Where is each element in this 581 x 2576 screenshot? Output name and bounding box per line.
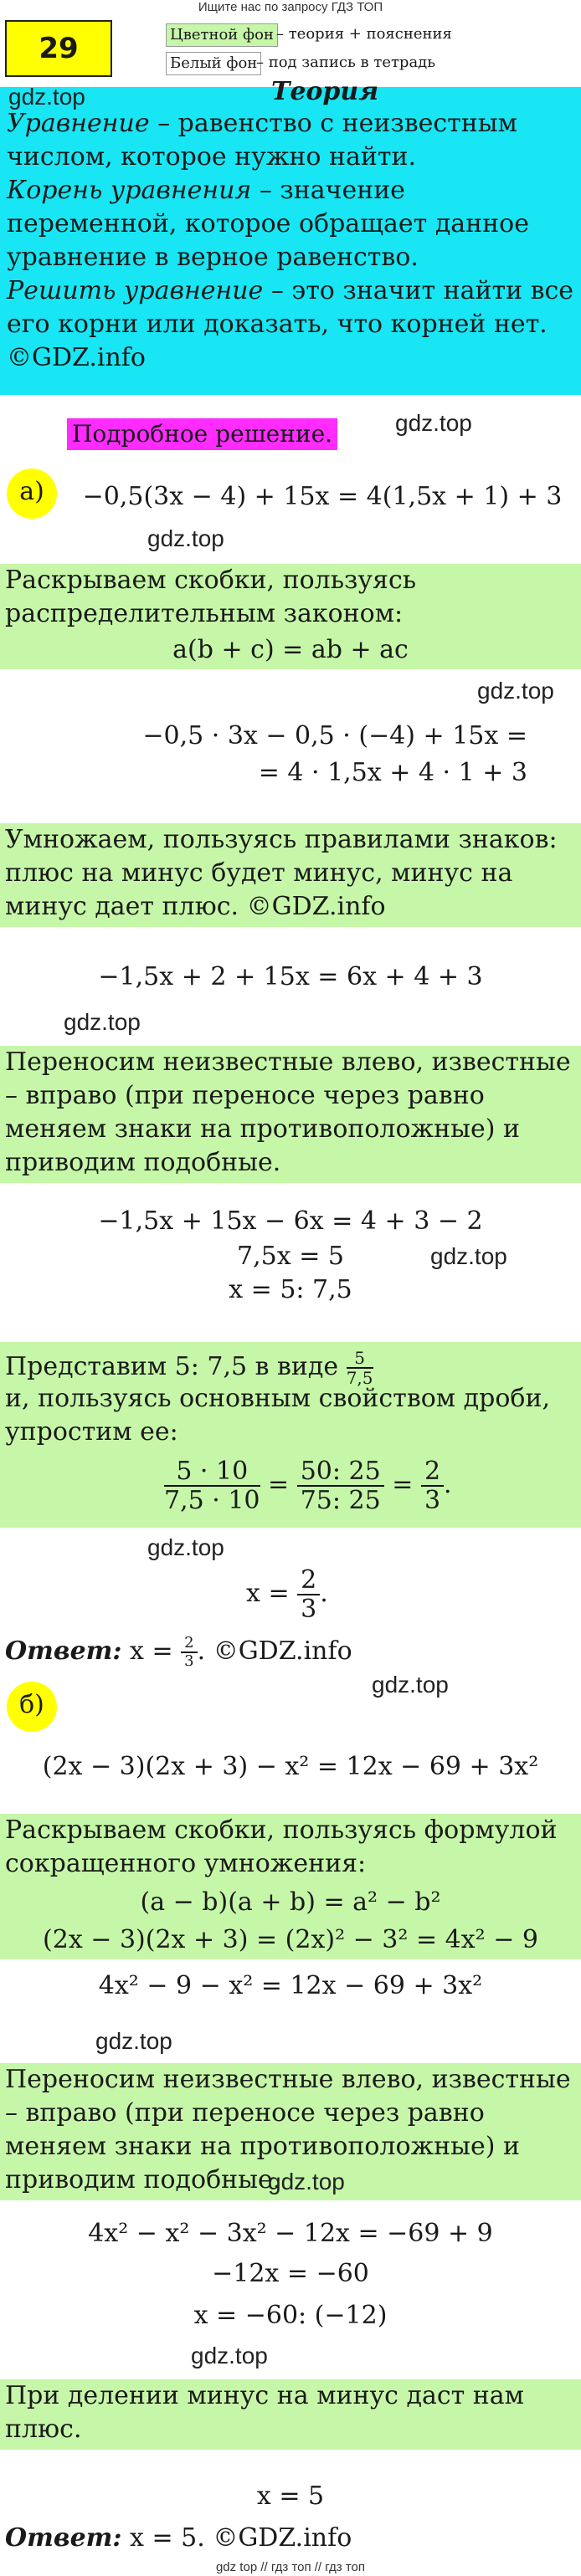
part-a-explanation-2: Умножаем, пользуясь правилами знаков: плюс на минус будет минус, минус на минус дает плюс. ©GDZ.info [0,823,581,927]
legend-white-box: Белый фон [166,52,261,75]
part-b-badge: б) [7,1682,57,1732]
fraction-step-1: $\frac{5 \cdot 10}{7,5 \cdot 10}$ [164,1457,260,1515]
watermark: gdz.top [477,678,554,704]
part-a-equation-3: −1,5x + 2 + 15x = 6x + 4 + 3 [98,962,483,991]
part-b-explanation-2: Переносим неизвестные влево, известные – вправо (при переносе через равно меняем знаки на противоположные) и приводим подобные. [0,2063,581,2200]
part-b-formula-applied: (2x − 3)(2x + 3) = (2x)² − 3² = 4x² − 9 [0,1921,581,1959]
theory-text-2: – значение переменной, которое обращает данное уравнение в верное равенство. [7,176,529,272]
fraction-step-2: $\frac{50: 25}{75: 25}$ [297,1457,384,1514]
watermark: gdz.top [430,1243,507,1269]
watermark: gdz.top [8,84,85,110]
part-b-equation-5: x = −60: (−12) [193,2301,388,2330]
part-b-result: x = 5 [256,2481,325,2511]
footer: gdz top // гдз топ // гдз топ [215,2560,366,2574]
part-a-explanation-3: Переносим неизвестные влево, известные – вправо (при переносе через равно меняем знаки на противоположные) и приводим подобные. [0,1046,581,1183]
part-a-fraction-text-a: Представим 5: 7,5 в виде [5,1352,339,1381]
theory-block [0,87,581,395]
theory-title: Теория [271,77,379,106]
part-a-explanation-1: Раскрываем скобки, пользуясь распределительным законом: [0,564,581,631]
watermark: gdz.top [147,525,224,551]
part-a-fraction-chain: $\frac{5 \cdot 10}{7,5 \cdot 10}$ = $\frac{50: 25}{75: 25}$ = $\frac{2}{3}$ . [164,1457,452,1515]
part-a-expanded-line-2: = 4 · 1,5x + 4 · 1 + 3 [258,758,527,787]
fraction-5-over-7-5: $\frac{5}{7,5}$ [346,1348,373,1388]
part-a-expanded-line-1: −0,5 · 3x − 0,5 · (−4) + 15x = [142,721,527,750]
result-fraction: $\frac{2}{3}$ [297,1566,320,1623]
answer-label: Ответ: [5,1636,122,1666]
watermark: gdz.top [268,2169,345,2194]
watermark: gdz.top [191,2343,268,2369]
part-a-equation-6: x = 5: 7,5 [229,1275,352,1304]
part-a-badge: а) [7,469,57,519]
watermark: gdz.top [395,410,472,436]
part-a-answer: Ответ: x = $\frac{2}{3}$ . ©GDZ.info [5,1634,352,1670]
part-b-equation: (2x − 3)(2x + 3) − x² = 12x − 69 + 3x² [42,1752,539,1781]
part-a-fraction-text-b: и, пользуясь основным свойством дроби, упростим ее: [5,1384,550,1447]
part-a-result: x = $\frac{2}{3}$ . [246,1565,328,1624]
part-b-equation-3: 4x² − x² − 3x² − 12x = −69 + 9 [88,2219,493,2248]
exercise-number: 29 [5,20,112,77]
part-a-equation: −0,5(3x − 4) + 15x = 4(1,5x + 1) + 3 [82,482,563,511]
answer-label: Ответ: [5,2523,122,2553]
part-b-answer: Ответ: x = 5. ©GDZ.info [5,2523,352,2553]
theory-text-3: – это значит найти все его корни или доказать, что корней нет. ©GDZ.info [7,276,574,372]
part-b-explanation-3: При делении минус на минус даст нам плюс. [0,2379,581,2450]
part-a-equation-4: −1,5x + 15x − 6x = 4 + 3 − 2 [98,1206,483,1236]
part-b-equation-4: −12x = −60 [212,2259,369,2288]
watermark: gdz.top [147,1534,224,1560]
theory-term-root: Корень уравнения [7,176,252,205]
part-a-distributive-law: a(b + c) = ab + ac [0,631,581,669]
part-b-explanation-1: Раскрываем скобки, пользуясь формулой сокращенного умножения: [0,1814,581,1884]
part-b-formula: (a − b)(a + b) = a² − b² [0,1884,581,1921]
detailed-solution-label: Подробное решение. [67,418,337,450]
part-a-fraction-block [0,1342,581,1528]
theory-term-equation: Уравнение [7,109,150,138]
part-a-equation-5: 7,5x = 5 [237,1242,344,1271]
fraction-step-3: $\frac{2}{3}$ [421,1457,444,1514]
part-b-equation-2: 4x² − 9 − x² = 12x − 69 + 3x² [98,1971,483,2000]
legend-colored-box: Цветной фон [166,23,278,47]
legend-white-text: – под запись в тетрадь [256,54,436,71]
theory-term-solve: Решить уравнение [7,276,264,305]
watermark: gdz.top [64,1009,141,1035]
theory-text-1: – равенство с неизвестным числом, которое нужно найти. [7,109,517,172]
watermark: gdz.top [95,2028,172,2054]
answer-fraction: $\frac{2}{3}$ [181,1635,197,1670]
top-search-hint[interactable]: Ищите нас по запросу ГДЗ ТОП [198,0,383,14]
legend-colored-text: – теория + пояснения [276,25,452,43]
watermark: gdz.top [372,1672,449,1698]
